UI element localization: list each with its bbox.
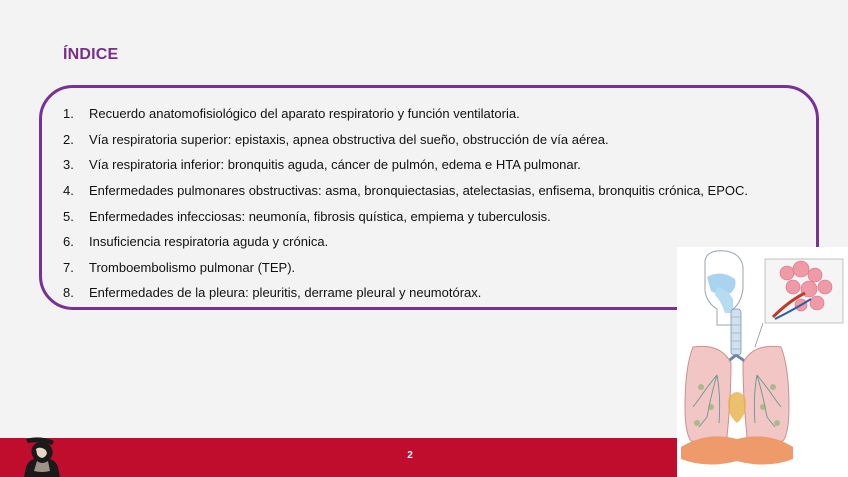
index-item: [63, 127, 748, 153]
index-item-number: 1.: [63, 106, 74, 122]
index-item-number: 8.: [63, 285, 74, 301]
index-item-number: 3.: [63, 157, 74, 173]
index-item-text: Vía respiratoria inferior: bronquitis aguda, cáncer de pulmón, edema e HTA pulmonar.: [89, 157, 581, 173]
index-item-text: Enfermedades infecciosas: neumonía, fibrosis quística, empiema y tuberculosis.: [89, 208, 551, 224]
index-item-number: 7.: [63, 259, 74, 275]
index-item: [63, 152, 748, 178]
university-logo-icon: [20, 437, 62, 477]
index-item-text: Tromboembolismo pulmonar (TEP).: [89, 259, 296, 275]
index-item: [63, 101, 748, 127]
index-item-text: Enfermedades pulmonares obstructivas: asma, bronquiectasias, atelectasias, enfisema, bronquitis crónica, EPOC.: [89, 183, 748, 199]
index-item-number: 6.: [63, 234, 74, 250]
index-item: [63, 255, 748, 281]
respiratory-system-illustration: [677, 247, 848, 477]
page-number: 2: [407, 450, 413, 461]
slide-title: ÍNDICE: [63, 46, 119, 63]
index-item-number: 5.: [63, 208, 74, 224]
index-item-text: Enfermedades de la pleura: pleuritis, derrame pleural y neumotórax.: [89, 285, 482, 301]
index-item: [63, 203, 748, 229]
index-item: [63, 229, 748, 255]
index-item: [63, 178, 748, 204]
index-item-number: 4.: [63, 183, 74, 199]
index-list: [63, 101, 748, 306]
index-item-text: Vía respiratoria superior: epistaxis, apnea obstructiva del sueño, obstrucción de vía aérea.: [89, 131, 609, 147]
index-item-text: Insuficiencia respiratoria aguda y crónica.: [89, 234, 329, 250]
index-item-text: Recuerdo anatomofisiológico del aparato respiratorio y función ventilatoria.: [89, 106, 520, 122]
index-item: [63, 280, 748, 306]
index-item-number: 2.: [63, 131, 74, 147]
